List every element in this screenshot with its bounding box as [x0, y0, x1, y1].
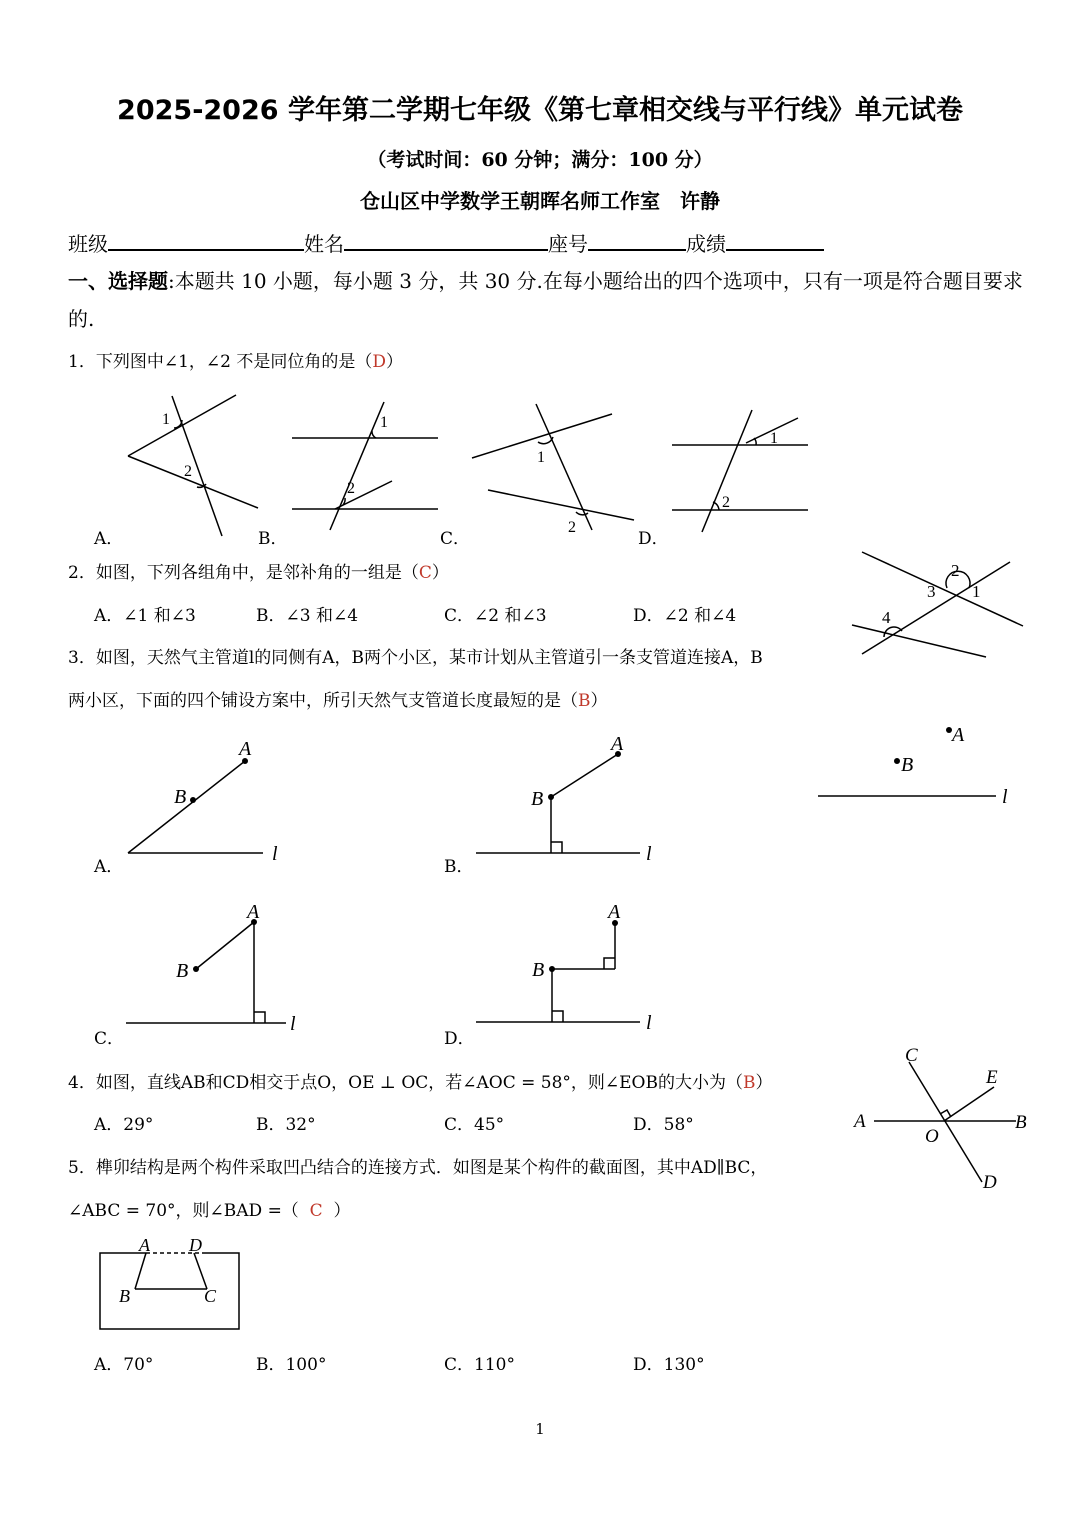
line-l: l [290, 1013, 296, 1035]
label-2: 2 [347, 480, 355, 497]
class-label: 班级 [68, 232, 108, 256]
seat-field[interactable] [588, 229, 686, 251]
point-d: D [983, 1172, 997, 1193]
point-a: A [239, 738, 252, 760]
point-a: A [608, 901, 621, 923]
q4-figure [848, 1040, 1038, 1195]
question-3-line2 [68, 686, 608, 711]
option-c[interactable]: C．∠2 和∠3 [444, 606, 547, 626]
point-e: E [986, 1067, 998, 1088]
line-l: l [646, 1012, 652, 1034]
answer: C [309, 1201, 323, 1221]
point-b: B [174, 786, 187, 808]
option-d[interactable]: D．58° [633, 1115, 694, 1135]
option-a[interactable]: A． [94, 857, 124, 877]
label-2: 2 [568, 519, 576, 536]
page-number: 1 [535, 1420, 545, 1438]
answer: B [743, 1073, 756, 1093]
label-1: 1 [537, 449, 545, 466]
question-4 [68, 1068, 773, 1093]
q3-figures [0, 720, 1080, 1050]
bracket: ） [333, 1201, 351, 1221]
page-title: 2025-2026 学年第二学期七年级《第七章相交线与平行线》单元试卷 [117, 95, 963, 126]
label-1: 1 [972, 582, 981, 601]
question-3 [68, 643, 763, 668]
label-2: 2 [951, 561, 960, 580]
bracket: ） [590, 691, 608, 711]
option-b[interactable]: B． [258, 529, 288, 549]
point-c: C [204, 1286, 217, 1306]
option-c[interactable]: C．110° [444, 1355, 515, 1375]
question-text: ∠ABC = 70°，则∠BAD =（ [68, 1201, 299, 1221]
point-a: A [952, 724, 965, 746]
point-d: D [189, 1235, 202, 1255]
section-text: :本题共 10 小题，每小题 3 分，共 30 分.在每小题给出的四个选项中，只有一项是符合题目要求的. [68, 269, 1023, 331]
score-field[interactable] [726, 229, 824, 251]
question-5-line2 [68, 1196, 350, 1221]
question-number: 4． [68, 1073, 96, 1093]
point-b: B [901, 754, 914, 776]
option-a[interactable]: A．29° [94, 1115, 154, 1135]
option-a[interactable]: A．∠1 和∠3 [94, 606, 196, 626]
bracket: ） [755, 1073, 773, 1093]
section-heading: 一、选择题 [68, 269, 168, 293]
point-a: A [139, 1235, 150, 1255]
point-b: B [1015, 1112, 1027, 1133]
point-o: O [925, 1126, 939, 1147]
answer: D [372, 352, 386, 372]
question-number: 2． [68, 563, 96, 583]
point-b: B [532, 959, 545, 981]
class-field[interactable] [108, 229, 304, 251]
point-a: A [247, 901, 260, 923]
exam-info: （考试时间：60 分钟；满分：100 分） [367, 149, 713, 171]
point-b: B [176, 960, 189, 982]
score-label: 成绩 [686, 232, 726, 256]
label-2: 2 [184, 463, 192, 480]
label-4: 4 [882, 608, 891, 627]
label-1: 1 [770, 430, 778, 447]
author-line: 仓山区中学数学王朝晖名师工作室 许静 [360, 189, 720, 213]
option-a[interactable]: A． [94, 529, 124, 549]
point-a: A [611, 733, 624, 755]
point-a: A [854, 1111, 866, 1132]
option-d[interactable]: D． [444, 1029, 475, 1049]
question-number: 3． [68, 648, 96, 668]
question-text: 榫卯结构是两个构件采取凹凸结合的连接方式．如图是某个构件的截面图，其中AD∥BC， [95, 1158, 768, 1178]
option-c[interactable]: C．45° [444, 1115, 505, 1135]
question-text: 下列图中∠1，∠2 不是同位角的是（ [95, 352, 373, 372]
point-c: C [905, 1045, 918, 1066]
option-d[interactable]: D．∠2 和∠4 [633, 606, 737, 626]
question-text: 如图，直线AB和CD相交于点O，OE ⊥ OC，若∠AOC = 58°，则∠EOB的大小为（ [95, 1073, 743, 1093]
bracket: ） [386, 352, 403, 372]
option-b[interactable]: B． [444, 857, 474, 877]
option-d[interactable]: D．130° [633, 1355, 705, 1375]
label-1: 1 [162, 411, 170, 428]
option-c[interactable]: C． [440, 529, 471, 549]
question-text: 两小区，下面的四个铺设方案中，所引天然气支管道长度最短的是（ [68, 691, 578, 711]
q5-figure [90, 1230, 250, 1335]
student-info-row [68, 228, 824, 257]
q1-figures [0, 380, 1080, 550]
q2-figure [840, 548, 1040, 666]
name-field[interactable] [344, 229, 548, 251]
question-1 [68, 347, 403, 372]
name-label: 姓名 [304, 232, 344, 256]
line-l: l [1002, 786, 1008, 808]
question-text: 如图，下列各组角中，是邻补角的一组是（ [95, 563, 419, 583]
section-instructions [68, 262, 1028, 338]
option-b[interactable]: B．∠3 和∠4 [256, 606, 359, 626]
question-5 [68, 1153, 767, 1178]
line-l: l [646, 843, 652, 865]
point-b: B [119, 1286, 130, 1306]
option-b[interactable]: B．32° [256, 1115, 316, 1135]
question-2 [68, 558, 449, 583]
answer: B [578, 691, 591, 711]
point-b: B [531, 788, 544, 810]
line-l: l [272, 843, 278, 865]
label-3: 3 [927, 582, 936, 601]
label-1: 1 [380, 414, 388, 431]
question-number: 1． [68, 352, 96, 372]
option-a[interactable]: A．70° [94, 1355, 154, 1375]
answer: C [418, 563, 432, 583]
option-b[interactable]: B．100° [256, 1355, 327, 1375]
label-2: 2 [722, 494, 730, 511]
option-c[interactable]: C． [94, 1029, 125, 1049]
bracket: ） [431, 563, 449, 583]
seat-label: 座号 [548, 232, 588, 256]
option-d[interactable]: D． [638, 529, 669, 549]
question-number: 5． [68, 1158, 96, 1178]
question-text: 如图，天然气主管道l的同侧有A，B两个小区，某市计划从主管道引一条支管道连接A，B [95, 648, 763, 668]
